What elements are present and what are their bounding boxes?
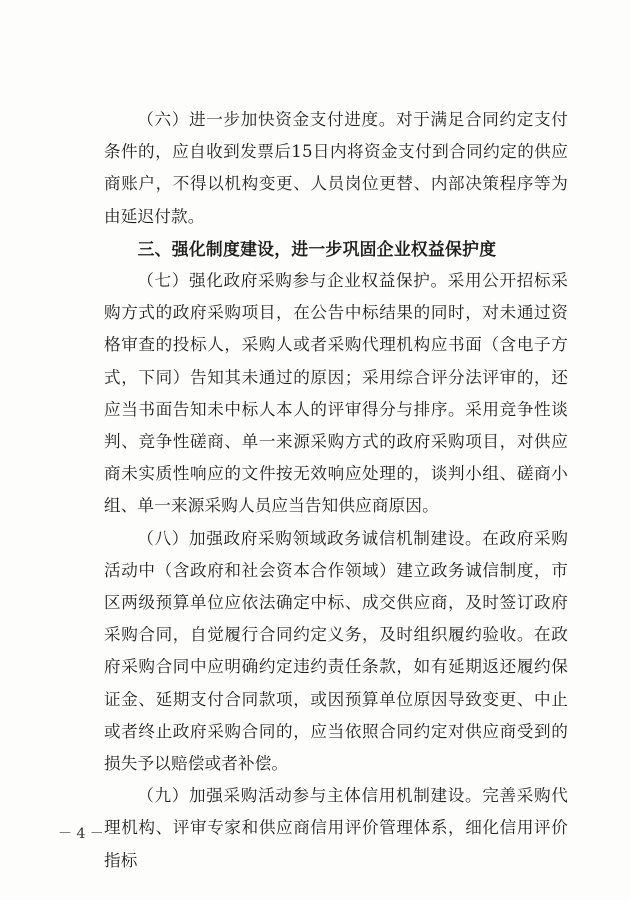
section-heading-3: 三、强化制度建设，进一步巩固企业权益保护度 [137, 238, 497, 259]
paragraph-9: （九）加强采购活动参与主体信用机制建设。完善采购代理机构、评审专家和供应商信用评价管理体系，细化信用评价指标 [104, 786, 568, 870]
page-number: － 4 － [58, 826, 104, 842]
document-body [104, 104, 568, 877]
paragraph-7: （七）强化政府采购参与企业权益保护。采用公开招标采购方式的政府采购项目，在公告中标结果的同时，对未通过资格审查的投标人，采购人或者采购代理机构应书面（含电子方式，下同）告知其未通过的原因；采用综合评分法评审的，还应当书面告知未中标人本人的评审得分与排序。采用竞争性谈判、竞争性磋商、单一来源采购方式的政府采购项目，对供应商未实质性响应的文件按无效响应处理的，谈判小组、磋商小组、单一来源采购人员应当告知供应商原因。 [104, 271, 568, 516]
paragraph-6: （六）进一步加快资金支付进度。对于满足合同约定支付条件的，应自收到发票后15日内将资金支付到合同约定的供应商账户，不得以机构变更、人员岗位更替、内部决策程序等为由延迟付款。 [104, 110, 568, 226]
paragraph-8: （八）加强政府采购领域政务诚信机制建设。在政府采购活动中（含政府和社会资本合作领域）建立政务诚信制度，市区两级预算单位应依法确定中标、成交供应商，及时签订政府采购合同，自觉履行合同约定义务，及时组织履约验收。在政府采购合同中应明确约定违约责任条款，如有延期返还履约保证金、延期支付合同款项，或因预算单位原因导致变更、中止或者终止政府采购合同的，应当依照合同约定对供应商受到的损失予以赔偿或者补偿。 [104, 528, 568, 774]
